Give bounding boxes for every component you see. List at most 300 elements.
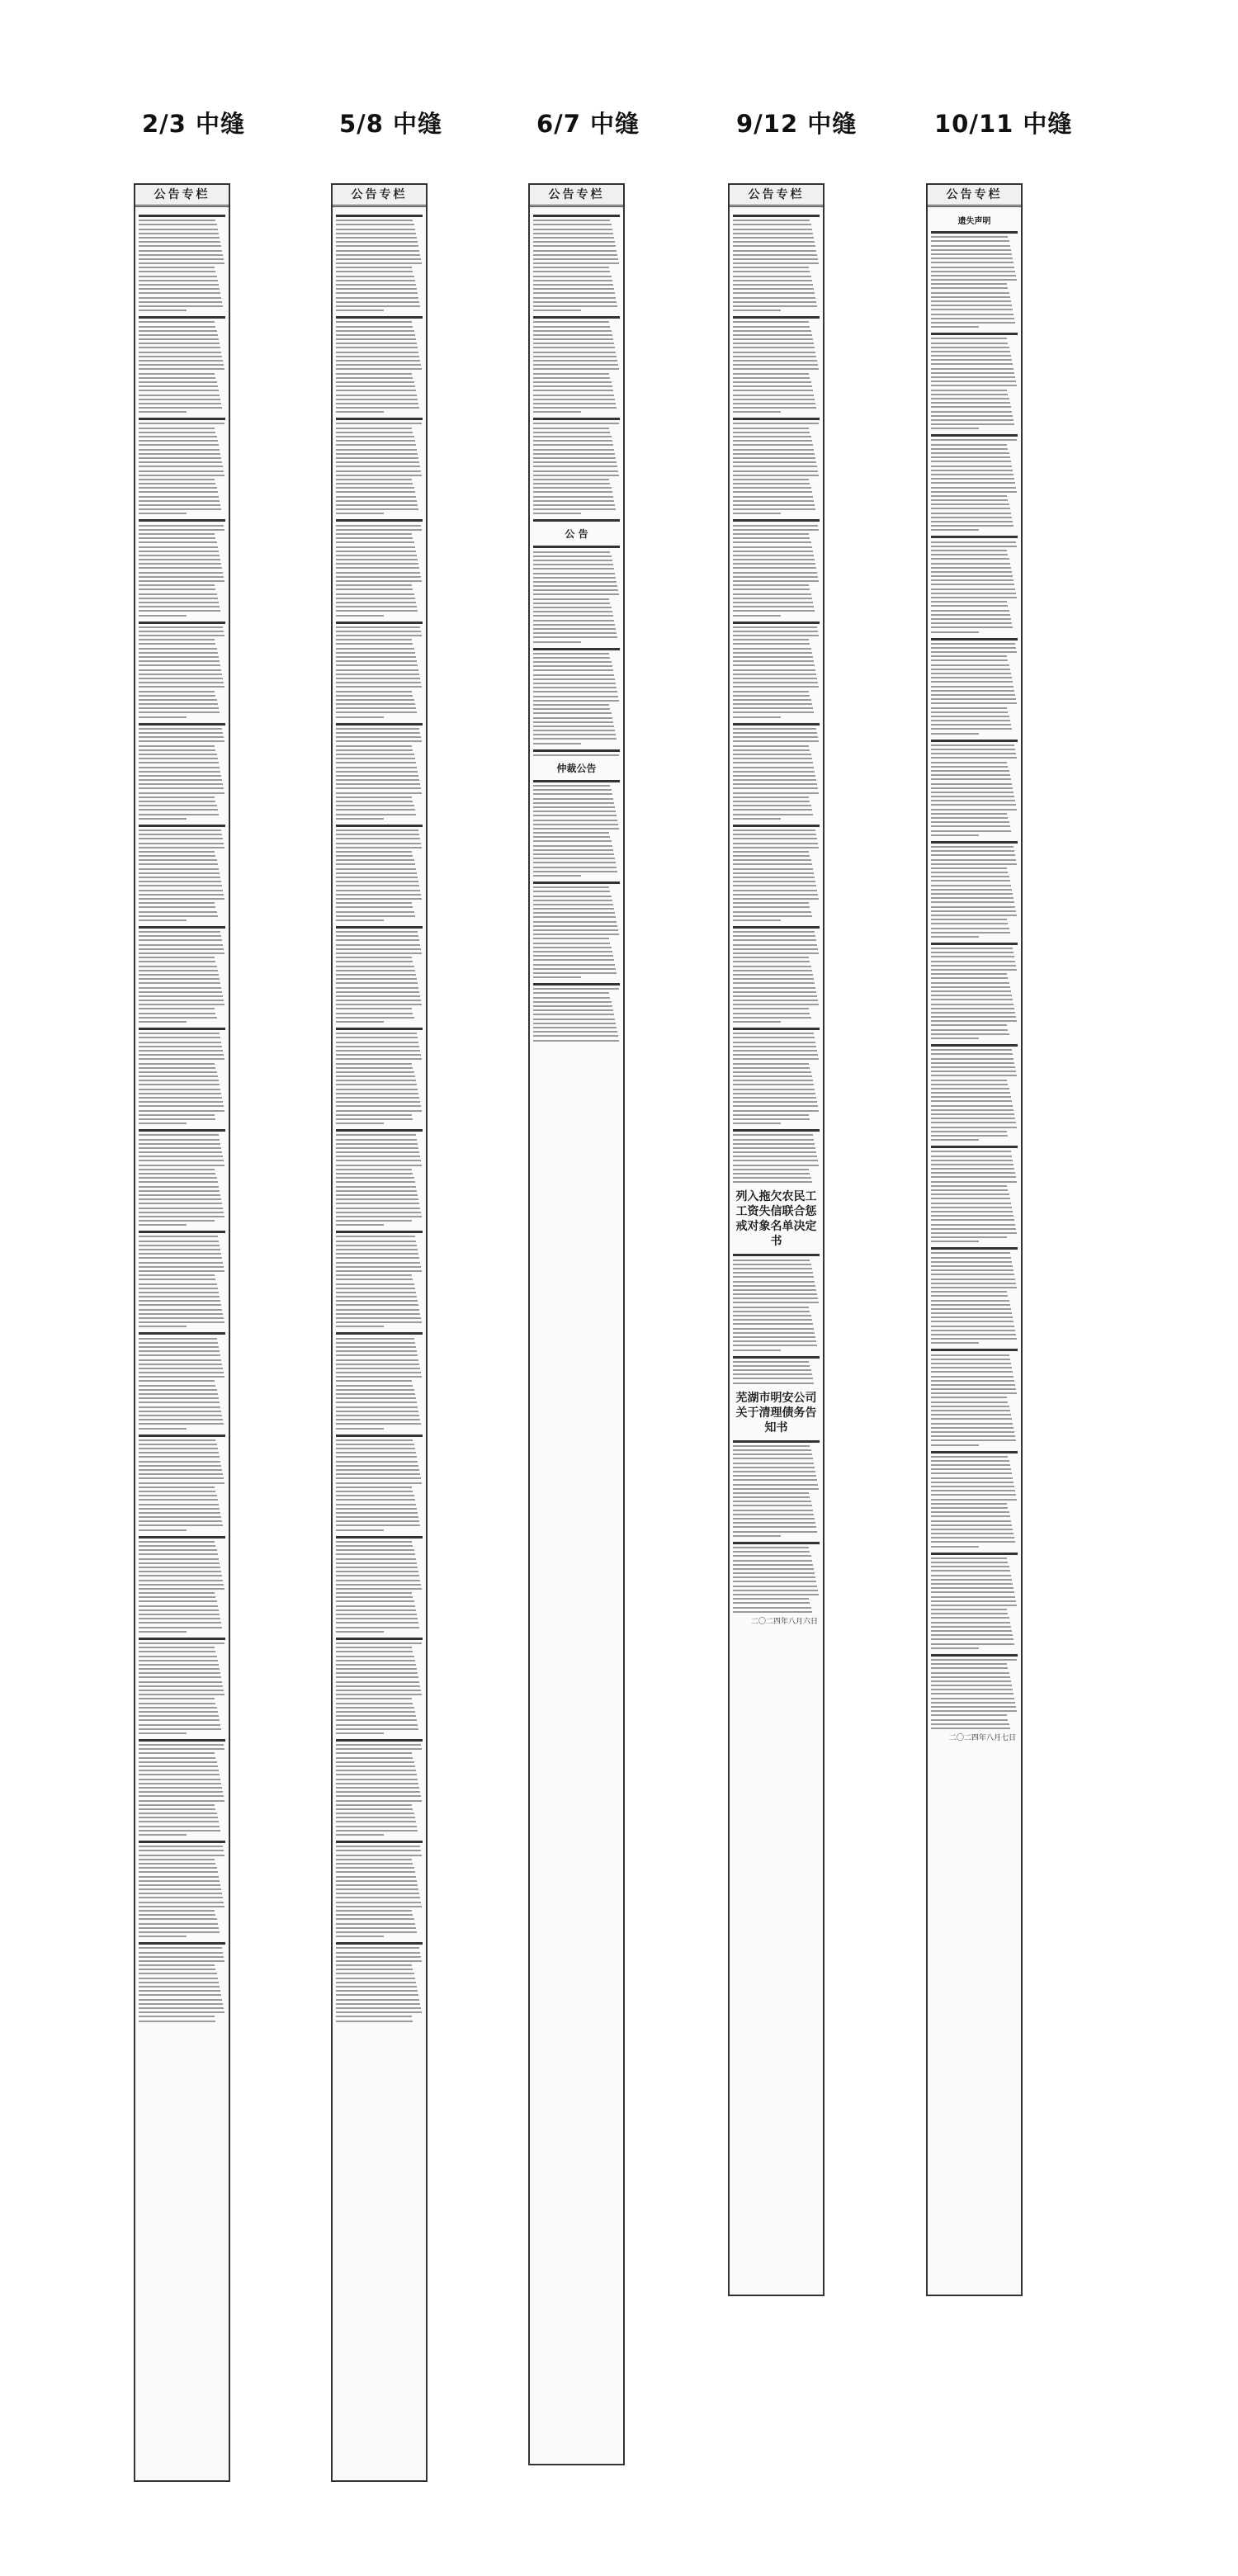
text-line — [931, 757, 1017, 759]
text-line — [139, 1129, 225, 1132]
text-line — [533, 271, 610, 272]
text-line — [139, 740, 224, 742]
text-line — [336, 305, 420, 307]
text-line — [139, 297, 221, 299]
text-line — [931, 322, 1015, 324]
text-line — [139, 1990, 220, 1992]
text-line — [336, 1499, 415, 1501]
text-line — [733, 258, 818, 260]
text-line — [931, 720, 1010, 721]
text-line — [931, 702, 1017, 704]
text-line — [139, 1553, 218, 1555]
text-line — [139, 1584, 224, 1586]
text-line — [139, 1871, 218, 1873]
text-line — [733, 519, 820, 522]
text-line — [139, 403, 221, 404]
text-line — [733, 301, 816, 303]
text-line — [139, 987, 221, 989]
text-line — [139, 978, 220, 980]
text-line — [533, 573, 615, 574]
column-title: 9/12 中缝 — [736, 110, 858, 138]
text-line — [533, 624, 615, 626]
text-line — [533, 321, 609, 323]
text-line — [336, 356, 419, 357]
text-line — [931, 711, 1008, 713]
text-line — [139, 1826, 220, 1827]
text-line — [336, 1169, 412, 1170]
text-line — [139, 656, 219, 658]
text-line — [931, 1265, 1013, 1267]
text-line — [336, 855, 413, 857]
text-line — [139, 1910, 215, 1912]
text-line — [336, 1732, 384, 1734]
text-line — [336, 1134, 416, 1136]
text-line — [733, 707, 813, 709]
text-line — [336, 1257, 419, 1259]
text-line — [336, 292, 418, 294]
text-line — [139, 1960, 224, 1962]
text-line — [733, 1075, 812, 1077]
text-line — [931, 1092, 1010, 1094]
text-line — [139, 1817, 218, 1818]
text-line — [931, 423, 1014, 425]
text-line — [336, 935, 418, 937]
text-line — [931, 1113, 1014, 1115]
text-line — [336, 1147, 418, 1149]
text-line — [336, 1165, 422, 1166]
text-line — [931, 961, 1015, 962]
text-line — [533, 700, 619, 702]
text-line — [139, 1288, 218, 1289]
text-line — [733, 834, 816, 835]
text-line — [139, 758, 218, 759]
text-line — [533, 487, 612, 489]
text-line — [139, 1013, 215, 1014]
text-line — [336, 1580, 420, 1581]
text-line — [931, 1579, 1012, 1581]
text-line — [336, 843, 421, 844]
text-line — [336, 1071, 414, 1073]
text-line — [139, 1080, 219, 1081]
text-line — [931, 1156, 1012, 1157]
text-line — [336, 288, 417, 290]
text-line — [733, 1276, 814, 1278]
text-line — [733, 555, 814, 556]
text-line — [336, 1668, 417, 1670]
text-line — [733, 1008, 809, 1009]
text-line — [336, 1465, 418, 1467]
text-line — [931, 1706, 1016, 1708]
text-line — [733, 457, 815, 459]
text-line — [139, 305, 223, 307]
text-line — [733, 1080, 813, 1081]
text-line — [931, 390, 1007, 391]
text-line — [139, 991, 222, 993]
text-line — [139, 241, 220, 243]
text-line — [139, 1999, 222, 2001]
text-line — [139, 703, 218, 705]
text-line — [336, 1105, 421, 1107]
text-line — [139, 1884, 220, 1886]
text-line — [336, 1181, 415, 1183]
text-line — [733, 615, 781, 617]
text-line — [533, 754, 619, 756]
text-line — [931, 1359, 1010, 1360]
text-line — [139, 533, 215, 535]
text-line — [533, 461, 617, 463]
text-line — [931, 1349, 1018, 1351]
text-line — [139, 1114, 215, 1116]
text-line — [336, 551, 416, 552]
text-line — [139, 1075, 218, 1077]
text-line — [733, 656, 813, 658]
text-line — [931, 1503, 1007, 1505]
text-line — [733, 403, 815, 404]
text-line — [533, 811, 616, 812]
text-line — [733, 1084, 814, 1085]
text-line — [533, 867, 617, 868]
text-line — [336, 1435, 423, 1437]
text-line — [139, 593, 217, 595]
text-line — [931, 986, 1010, 988]
text-line — [733, 1089, 815, 1090]
text-line — [931, 428, 979, 429]
text-line — [931, 571, 1012, 573]
text-line — [336, 1956, 421, 1958]
text-line — [931, 1044, 1018, 1047]
text-line — [931, 897, 1014, 899]
text-line — [533, 749, 620, 752]
text-line — [931, 1472, 1012, 1474]
text-line — [733, 220, 810, 221]
text-line — [139, 411, 187, 413]
text-line — [733, 1017, 811, 1019]
text-line — [931, 1371, 1013, 1373]
text-line — [931, 279, 1017, 281]
text-line — [533, 276, 612, 277]
text-line — [533, 310, 581, 311]
text-line — [336, 1567, 418, 1568]
text-line — [336, 1923, 415, 1925]
text-line — [336, 652, 415, 654]
text-line — [139, 1058, 224, 1060]
text-line — [139, 1266, 224, 1268]
text-line — [931, 867, 1007, 869]
text-line — [931, 901, 1014, 903]
text-line — [139, 1504, 219, 1505]
text-line — [533, 440, 612, 442]
text-line — [336, 1931, 417, 1933]
text-line — [139, 1927, 219, 1929]
text-line — [336, 2003, 420, 2005]
text-line — [733, 254, 817, 256]
text-line — [139, 1292, 219, 1293]
text-line — [139, 966, 217, 967]
text-line — [533, 959, 614, 961]
text-line — [733, 475, 819, 476]
text-line — [139, 347, 220, 348]
text-line — [733, 1147, 815, 1149]
text-line — [533, 395, 614, 396]
text-line — [931, 1232, 1017, 1234]
text-line — [931, 647, 1016, 649]
text-line — [336, 939, 419, 941]
text-line — [733, 695, 810, 697]
text-line — [139, 1800, 224, 1802]
text-line — [336, 1266, 421, 1268]
text-line — [931, 292, 1009, 294]
text-line — [533, 983, 620, 985]
text-line — [733, 851, 809, 853]
text-line — [336, 1681, 419, 1683]
text-line — [931, 452, 1009, 454]
text-line — [336, 1524, 420, 1526]
notice-heading: 公 告 — [565, 528, 588, 541]
text-line — [139, 1520, 222, 1522]
text-line — [931, 999, 1013, 1000]
text-line — [336, 1495, 414, 1496]
text-line — [931, 817, 1008, 819]
text-line — [139, 584, 215, 586]
text-line — [931, 1482, 1014, 1483]
text-line — [533, 908, 614, 910]
text-line — [336, 1236, 415, 1237]
text-line — [139, 868, 219, 870]
text-line — [139, 723, 225, 726]
text-line — [139, 1118, 215, 1120]
text-line — [733, 1467, 815, 1468]
text-line — [139, 872, 220, 874]
text-line — [336, 736, 421, 738]
text-line — [139, 1770, 219, 1771]
text-line — [931, 300, 1011, 302]
text-line — [931, 1164, 1014, 1165]
text-line — [533, 875, 581, 877]
text-line — [931, 376, 1015, 378]
text-line — [533, 589, 618, 591]
text-line — [336, 890, 420, 891]
text-line — [139, 525, 224, 527]
text-line — [733, 648, 811, 650]
text-line — [533, 262, 619, 264]
text-line — [931, 923, 1008, 924]
text-line — [139, 1385, 215, 1387]
text-line — [336, 1536, 423, 1539]
text-line — [336, 508, 418, 510]
text-line — [336, 1986, 417, 1988]
text-line — [336, 1000, 421, 1001]
text-line — [139, 1821, 219, 1822]
text-line — [139, 1008, 215, 1009]
text-line — [139, 1508, 220, 1510]
text-line — [931, 681, 1013, 683]
text-line — [139, 779, 222, 781]
text-line — [336, 1067, 413, 1069]
text-line — [931, 977, 1008, 979]
text-line — [533, 352, 616, 353]
text-line — [733, 1449, 811, 1451]
text-line — [733, 728, 816, 730]
text-line — [733, 1013, 810, 1014]
text-line — [931, 491, 1017, 493]
text-line — [931, 1075, 1017, 1076]
text-line — [733, 292, 815, 294]
text-line — [931, 651, 1017, 653]
text-line — [733, 1590, 818, 1591]
text-line — [931, 309, 1013, 310]
text-line — [139, 1139, 220, 1141]
text-line — [733, 643, 810, 645]
text-line — [336, 1245, 417, 1246]
text-line — [533, 743, 581, 744]
text-line — [733, 496, 813, 498]
text-line — [733, 461, 816, 463]
text-line — [139, 1253, 221, 1255]
text-line — [733, 877, 815, 878]
text-line — [336, 1549, 414, 1551]
text-line — [733, 678, 817, 679]
text-line — [931, 915, 1017, 916]
text-line — [336, 245, 418, 247]
text-line — [733, 1602, 810, 1604]
text-line — [336, 1448, 415, 1449]
text-line — [931, 231, 1018, 234]
text-line — [931, 830, 1011, 832]
text-line — [139, 1359, 221, 1361]
text-line — [533, 802, 614, 804]
text-line — [139, 691, 215, 692]
text-line — [733, 863, 812, 865]
text-line — [336, 444, 416, 446]
text-line — [931, 804, 1016, 806]
text-line — [733, 1004, 819, 1005]
text-line — [336, 1080, 416, 1081]
text-line — [733, 1101, 817, 1103]
text-line — [931, 1486, 1014, 1487]
text-line — [733, 1576, 815, 1578]
text-line — [533, 568, 614, 570]
text-line — [336, 1893, 419, 1894]
text-line — [931, 1363, 1011, 1364]
text-line — [931, 1710, 1017, 1712]
text-line — [733, 1058, 819, 1060]
text-line — [931, 728, 1012, 730]
text-line — [533, 696, 618, 697]
text-line — [931, 655, 1007, 657]
text-line — [139, 1313, 223, 1315]
text-line — [139, 395, 220, 396]
text-line — [139, 851, 215, 853]
text-line — [336, 519, 423, 522]
text-line — [139, 1902, 224, 1903]
text-line — [336, 338, 416, 340]
text-line — [336, 635, 422, 636]
text-line — [139, 399, 220, 400]
text-line — [533, 968, 616, 970]
text-line — [931, 1541, 1015, 1543]
text-line — [733, 551, 813, 552]
text-line — [931, 385, 1017, 386]
text-line — [139, 356, 222, 357]
text-line — [139, 602, 219, 603]
text-line — [931, 1719, 1008, 1721]
text-line — [733, 1383, 814, 1384]
text-line — [931, 470, 1013, 471]
text-line — [139, 686, 224, 688]
text-line — [139, 1609, 219, 1611]
text-line — [931, 318, 1014, 319]
text-line — [139, 1918, 217, 1920]
text-line — [336, 622, 423, 624]
text-line — [139, 224, 217, 225]
text-line — [336, 749, 413, 751]
text-line — [139, 1850, 224, 1851]
text-line — [533, 1023, 616, 1024]
text-line — [733, 686, 819, 688]
text-line — [733, 1289, 816, 1291]
text-line — [336, 902, 412, 904]
text-line — [336, 1719, 417, 1721]
text-line — [931, 258, 1013, 259]
text-line — [733, 771, 815, 773]
text-line — [533, 785, 610, 787]
text-line — [733, 1071, 811, 1073]
text-line — [533, 475, 619, 476]
text-line — [931, 1587, 1014, 1589]
text-line — [139, 1672, 220, 1674]
text-line — [931, 1515, 1010, 1517]
text-line — [931, 1630, 1012, 1632]
text-line — [139, 1588, 224, 1590]
text-line — [139, 1728, 221, 1730]
text-line — [533, 669, 613, 671]
text-line — [733, 1336, 815, 1338]
text-line — [733, 504, 815, 506]
text-line — [733, 1440, 820, 1443]
text-line — [139, 1846, 223, 1847]
text-line — [533, 598, 609, 600]
text-line — [931, 1181, 1017, 1183]
text-line — [733, 1526, 816, 1528]
text-line — [931, 936, 979, 938]
text-line — [931, 1444, 979, 1446]
text-line — [931, 1414, 1011, 1416]
text-line — [139, 762, 219, 763]
text-line — [139, 271, 215, 272]
text-line — [336, 1309, 419, 1311]
text-line — [733, 1488, 819, 1490]
text-line — [931, 372, 1014, 374]
text-line — [533, 661, 612, 663]
text-line — [336, 1186, 416, 1188]
text-line — [139, 1524, 223, 1526]
text-line — [733, 881, 815, 882]
text-line — [336, 1863, 413, 1865]
text-line — [733, 1340, 816, 1342]
text-line — [931, 1557, 1007, 1559]
text-line — [336, 787, 421, 789]
text-line — [533, 513, 581, 514]
text-line — [733, 288, 814, 290]
text-line — [336, 1888, 418, 1890]
text-line — [139, 1220, 215, 1222]
text-line — [139, 1487, 215, 1488]
text-line — [336, 487, 414, 489]
text-line — [533, 284, 613, 286]
text-line — [733, 267, 809, 268]
text-line — [931, 584, 1014, 585]
text-line — [533, 653, 609, 655]
